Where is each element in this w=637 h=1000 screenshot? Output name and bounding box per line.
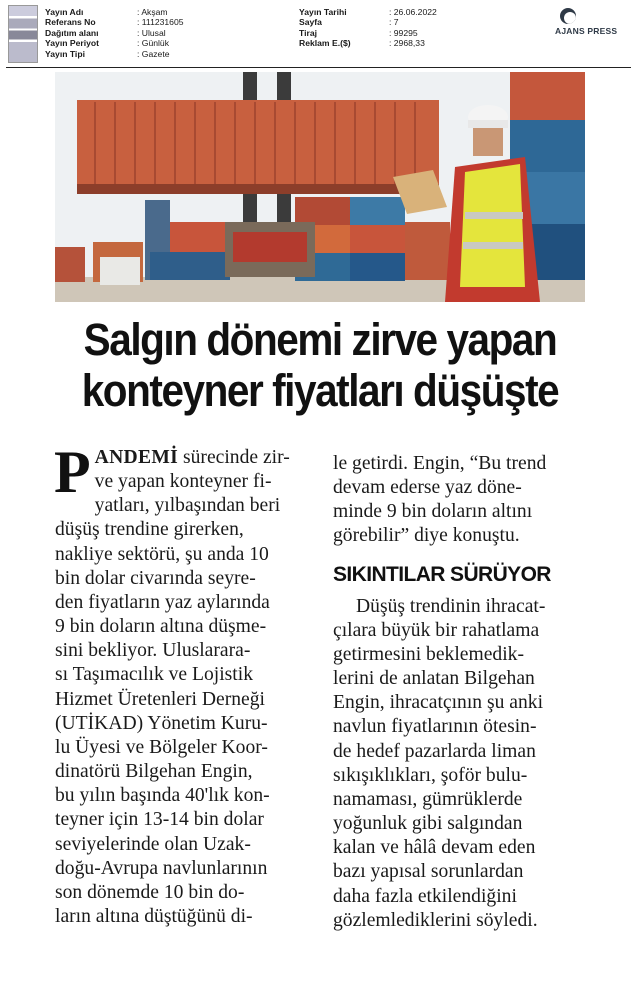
article-column-1 — [54, 439, 307, 929]
body-line — [55, 446, 307, 470]
body-line: teyner için 13-14 bin dolar — [55, 809, 264, 831]
meta-value: : 2968,33 — [389, 38, 425, 48]
container-port-illustration — [55, 72, 585, 302]
meta-label: Dağıtım alanı — [45, 27, 99, 38]
meta-label: Yayın Tipi — [45, 48, 85, 59]
meta-value: : Günlük — [137, 38, 169, 48]
body-line: sıkışıklıkları, şoför bulu- — [333, 764, 528, 786]
body-line: gözlemlediklerini söyledi. — [333, 909, 538, 931]
meta-value: : Gazete — [137, 49, 170, 59]
lead-word: ANDEMİ — [94, 447, 179, 468]
meta-value: : 7 — [389, 17, 399, 27]
body-line: devam ederse yaz döne- — [333, 477, 522, 499]
meta-value: : Ulusal — [137, 28, 166, 38]
body-line: seviyelerinde olan Uzak- — [55, 833, 251, 855]
subheading: SIKINTILAR SÜRÜYOR — [333, 562, 551, 586]
meta-label: Yayın Periyot — [45, 38, 99, 49]
body-line: ların altına düştüğünü di- — [55, 905, 253, 927]
body-line: sı Taşımacılık ve Lojistik — [55, 664, 253, 686]
body-line: den fiyatların yaz aylarında — [55, 591, 270, 613]
meta-row — [45, 7, 184, 17]
article-column-2 — [333, 452, 585, 933]
meta-row — [299, 38, 437, 48]
meta-value: : 99295 — [389, 28, 418, 38]
body-line: namaması, gümrüklerde — [333, 788, 523, 810]
body-line: yoğunluk gibi salgından — [333, 813, 523, 835]
meta-value: : Akşam — [137, 7, 168, 17]
meta-value: : 111231605 — [137, 17, 184, 27]
meta-row — [45, 38, 184, 48]
body-line: yatları, yılbaşından beri — [94, 495, 281, 517]
body-line: görebilir” diye konuştu. — [333, 525, 520, 547]
page-thumbnail — [8, 5, 38, 63]
meta-label: Yayın Tarihi — [299, 7, 347, 17]
meta-label: Tiraj — [299, 27, 317, 38]
body-line: sini bekliyor. Uluslarara- — [55, 640, 251, 662]
header-divider — [6, 67, 631, 68]
body-line: 9 bin doların altına düşme- — [55, 616, 267, 638]
meta-row — [45, 17, 184, 27]
body-line: minde 9 bin doların altını — [333, 501, 533, 523]
meta-value: : 26.06.2022 — [389, 7, 437, 17]
body-line: dinatörü Bilgehan Engin, — [55, 761, 253, 783]
body-line: son dönemde 10 bin do- — [55, 881, 245, 903]
body-line: bin dolar civarında seyre- — [55, 567, 256, 589]
ajans-press-logo — [555, 8, 631, 38]
headline-line: konteyner fiyatları düşüşte — [81, 365, 559, 416]
meta-label: Reklam E.($) — [299, 38, 351, 49]
article-photo — [55, 72, 585, 302]
meta-row — [299, 28, 437, 38]
body-line: çılara büyük bir rahatlama — [333, 619, 540, 641]
clipping-header — [0, 0, 637, 68]
headline-line: Salgın dönemi zirve yapan — [83, 314, 557, 365]
drop-cap: P — [54, 439, 91, 505]
meta-left — [45, 7, 184, 59]
body-line: (UTİKAD) Yönetim Kuru- — [55, 712, 268, 734]
meta-label: Yayın Adı — [45, 7, 84, 17]
logo-text: AJANS PRESS — [555, 26, 618, 36]
body-line: lerini de anlatan Bilgehan — [333, 668, 535, 690]
logo-mark-icon — [560, 8, 576, 24]
body-line: le getirdi. Engin, “Bu trend — [333, 453, 547, 474]
body-line: nakliye sektörü, şu anda 10 — [55, 543, 269, 565]
meta-right — [299, 7, 437, 49]
body-line: bu yılın başında 40'lık kon- — [55, 785, 270, 807]
body-line: bazı yapısal sorunlardan — [333, 861, 524, 883]
meta-label: Sayfa — [299, 17, 322, 28]
body-line: navlun fiyatlarının ötesin- — [333, 716, 537, 738]
body-line: daha fazla etkilendiğini — [333, 885, 517, 907]
meta-row — [299, 17, 437, 27]
headline — [73, 314, 568, 416]
body-line: Hizmet Üretenleri Derneği — [55, 688, 265, 710]
meta-row — [45, 28, 184, 38]
meta-row — [299, 7, 437, 17]
body-line: de hedef pazarlarda liman — [333, 740, 536, 762]
body-line: doğu-Avrupa navlunlarının — [55, 857, 268, 879]
body-line: Düşüş trendinin ihracat- — [356, 595, 546, 617]
meta-row — [45, 49, 184, 59]
body-line: ve yapan konteyner fi- — [94, 471, 272, 493]
body-line: düşüş trendine girerken, — [55, 519, 244, 541]
body-line: getirmesini beklemedik- — [333, 643, 524, 665]
body-line: Engin, ihracatçının şu anki — [333, 692, 544, 714]
body-text: sürecinde zir- — [178, 447, 290, 468]
body-line: lu Üyesi ve Bölgeler Koor- — [55, 736, 268, 758]
meta-label: Referans No — [45, 17, 96, 28]
body-line: kalan ve hâlâ devam eden — [333, 837, 536, 859]
